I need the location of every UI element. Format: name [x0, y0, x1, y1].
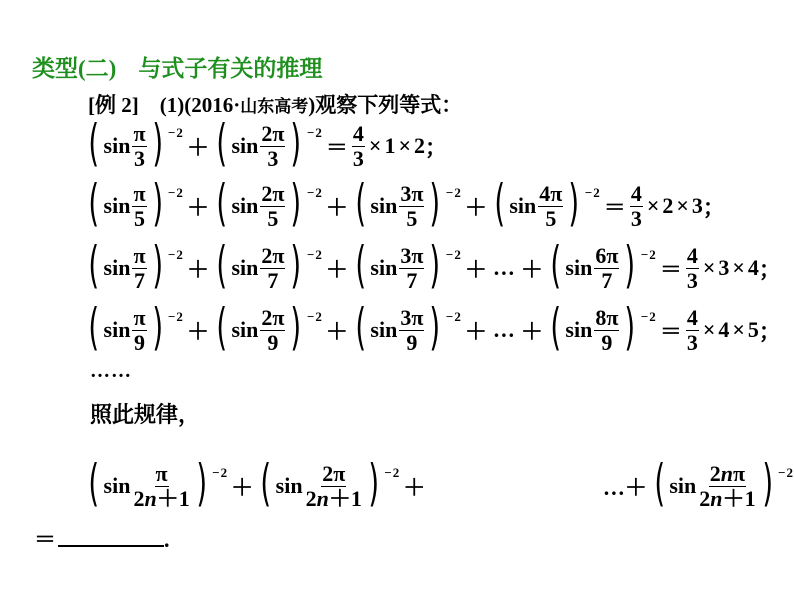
fraction-numerator: 2π: [261, 243, 285, 269]
equation-result: [323, 122, 447, 169]
right-paren: ): [290, 174, 302, 232]
fraction: [686, 244, 699, 291]
sin-term: [84, 236, 184, 294]
plus-sign: ＋: [464, 256, 487, 282]
sin-term: [84, 298, 184, 356]
row-end: ；: [425, 134, 448, 160]
left-paren: (: [88, 454, 100, 512]
sin-label: sin: [103, 317, 131, 342]
ellipsis: …: [492, 255, 515, 280]
fraction: [594, 244, 619, 291]
row-end: ；: [758, 256, 781, 282]
plus-sign: ＋: [464, 318, 487, 344]
times-sign: ×: [646, 193, 660, 218]
plus-sign: ＋: [403, 474, 426, 500]
exponent: −2: [384, 465, 401, 480]
plus-sign: ＋: [231, 474, 254, 500]
exponent: −2: [306, 125, 323, 140]
sin-label: sin: [103, 255, 131, 280]
factor-a: 2: [662, 193, 674, 218]
plus-sign: ＋: [186, 318, 209, 344]
equals-sign: ＝: [603, 194, 626, 220]
sin-term: [351, 174, 462, 232]
sin-label: sin: [231, 255, 259, 280]
fraction-denominator: 3: [686, 267, 698, 293]
times-sign: ×: [732, 255, 745, 280]
equation-row: [84, 298, 781, 358]
plus-sign: ＋: [186, 256, 209, 282]
equals-sign: ＝: [659, 318, 682, 344]
fraction-numerator: π: [133, 305, 146, 331]
fraction: [260, 182, 285, 229]
fraction: [594, 306, 619, 353]
plus-sign: ＋: [186, 194, 209, 220]
fraction-numerator: 3π: [400, 181, 424, 207]
ellipsis: …＋: [602, 474, 647, 500]
times-sign: ×: [676, 193, 689, 218]
example-part: (1)(2016·: [159, 93, 241, 117]
fraction-denominator: 9: [601, 329, 613, 355]
sin-label: sin: [370, 317, 398, 342]
general-equation: [84, 454, 794, 514]
section-heading: [32, 50, 322, 83]
continuation-dots: ……: [90, 360, 132, 382]
exponent: −2: [168, 309, 184, 324]
exponent: −2: [778, 465, 794, 480]
left-paren: (: [550, 298, 561, 356]
fraction-denominator: 3: [686, 329, 698, 355]
sin-term: [351, 236, 462, 294]
fraction-denominator: 7: [601, 267, 613, 293]
left-paren: (: [88, 114, 100, 172]
fraction-denominator: 2n＋1: [305, 485, 362, 511]
right-paren: ): [624, 298, 636, 356]
exponent: −2: [306, 309, 323, 324]
fraction: [132, 182, 146, 229]
sin-term: [84, 454, 229, 512]
fraction-numerator: 2π: [261, 121, 285, 147]
sin-term: [546, 236, 657, 294]
factor-a: 1: [384, 133, 396, 158]
right-paren: ): [151, 114, 163, 172]
sin-label: sin: [275, 473, 303, 498]
equals-sign: ＝: [325, 134, 348, 160]
fraction-denominator: 7: [406, 267, 418, 293]
right-paren: ): [429, 236, 441, 294]
fraction-numerator: 2π: [261, 181, 285, 207]
fraction-numerator: 8π: [595, 305, 619, 331]
fraction-denominator: 7: [267, 267, 279, 293]
equation-row: [84, 114, 448, 174]
plus-sign: ＋: [325, 256, 348, 282]
sin-term: [212, 236, 323, 294]
fraction: [686, 306, 699, 353]
row-end: ；: [758, 318, 781, 344]
right-paren: ): [290, 236, 302, 294]
factor-b: 4: [747, 255, 759, 280]
fraction-numerator: π: [133, 243, 146, 269]
answer-line: [34, 523, 170, 554]
fraction: [132, 244, 146, 291]
sin-term: [351, 298, 462, 356]
left-paren: (: [355, 298, 367, 356]
example-tail: )观察下列等式：: [308, 93, 463, 117]
fraction-numerator: 4π: [539, 181, 563, 207]
left-paren: (: [216, 174, 228, 232]
factor-b: 2: [414, 133, 425, 158]
fraction-numerator: 4: [686, 243, 698, 269]
equation-result: [657, 244, 781, 291]
left-paren: (: [355, 236, 367, 294]
fraction-numerator: 4: [352, 121, 364, 147]
fraction-denominator: 5: [406, 205, 418, 231]
plus-sign: ＋: [520, 256, 543, 282]
left-paren: (: [216, 298, 228, 356]
fraction-denominator: 3: [133, 145, 145, 171]
section-topic: 与式子有关的推理: [138, 56, 323, 81]
left-paren: (: [654, 454, 665, 512]
equation-result: [657, 306, 781, 353]
fraction: [260, 122, 285, 169]
exponent: −2: [306, 185, 323, 200]
factor-a: 3: [718, 255, 730, 280]
left-paren: (: [260, 454, 272, 512]
fraction-numerator: π: [133, 121, 146, 147]
sin-label: sin: [103, 193, 131, 218]
fraction-numerator: 4: [630, 181, 642, 207]
fraction-numerator: 2nπ: [709, 461, 746, 487]
fraction-denominator: 3: [267, 145, 279, 171]
right-paren: ): [761, 454, 773, 512]
fraction-denominator: 9: [267, 329, 279, 355]
row-end: ；: [702, 194, 725, 220]
factor-a: 4: [718, 317, 730, 342]
sin-term: [256, 454, 401, 512]
right-paren: ): [196, 454, 207, 512]
factor-b: 5: [747, 317, 759, 342]
right-paren: ): [624, 236, 636, 294]
fraction-denominator: 5: [545, 205, 557, 231]
times-sign: ×: [732, 317, 745, 342]
sin-term: [650, 454, 794, 512]
right-paren: ): [290, 298, 302, 356]
sin-label: sin: [231, 193, 259, 218]
answer-blank[interactable]: [58, 527, 164, 547]
right-paren: ): [368, 454, 379, 512]
answer-equals: ＝: [34, 527, 57, 552]
sin-term: [84, 114, 184, 172]
fraction-denominator: 3: [630, 205, 642, 231]
equals-sign: ＝: [659, 256, 682, 282]
sin-label: sin: [231, 133, 259, 158]
example-intro: [88, 89, 462, 119]
factor-b: 3: [691, 193, 703, 218]
right-paren: ): [429, 174, 441, 232]
exponent: −2: [168, 185, 184, 200]
fraction: [305, 462, 363, 509]
fraction-numerator: 2π: [261, 305, 285, 331]
ellipsis: …: [492, 317, 515, 342]
right-paren: ): [151, 174, 163, 232]
fraction: [352, 122, 365, 169]
left-paren: (: [88, 174, 100, 232]
fraction-numerator: 3π: [400, 305, 424, 331]
right-paren: ): [151, 298, 163, 356]
sin-label: sin: [103, 133, 131, 158]
fraction: [132, 122, 146, 169]
left-paren: (: [216, 114, 228, 172]
exponent: −2: [445, 247, 462, 262]
sin-label: sin: [370, 193, 398, 218]
section-type: 类型(二): [32, 56, 117, 81]
fraction-denominator: 9: [133, 329, 145, 355]
sin-term: [546, 298, 657, 356]
equation-row: [84, 236, 781, 296]
fraction: [132, 306, 146, 353]
fraction: [399, 306, 424, 353]
fraction-numerator: 4: [686, 305, 698, 331]
fraction: [538, 182, 563, 229]
left-paren: (: [550, 236, 561, 294]
left-paren: (: [355, 174, 367, 232]
sin-label: sin: [370, 255, 398, 280]
fraction: [399, 244, 424, 291]
example-tag: [例 2]: [88, 93, 139, 117]
right-paren: ): [568, 174, 580, 232]
fraction-denominator: 9: [406, 329, 418, 355]
sin-label: sin: [565, 255, 593, 280]
exponent: −2: [445, 185, 462, 200]
fraction-denominator: 2n＋1: [133, 485, 190, 511]
plus-sign: ＋: [325, 318, 348, 344]
plus-sign: ＋: [520, 318, 543, 344]
sin-label: sin: [565, 317, 593, 342]
answer-period: .: [164, 527, 170, 552]
times-sign: ×: [398, 133, 411, 158]
left-paren: (: [88, 298, 100, 356]
sin-term: [212, 298, 323, 356]
fraction-numerator: π: [155, 461, 168, 487]
left-paren: (: [494, 174, 505, 232]
fraction-denominator: 7: [133, 267, 145, 293]
exponent: −2: [168, 125, 184, 140]
fraction-denominator: 5: [267, 205, 279, 231]
right-paren: ): [429, 298, 441, 356]
exponent: −2: [640, 247, 657, 262]
sin-label: sin: [103, 473, 131, 498]
sin-term: [212, 174, 323, 232]
sin-label: sin: [231, 317, 259, 342]
fraction: [630, 182, 643, 229]
left-paren: (: [216, 236, 228, 294]
example-source: 山东高考: [240, 97, 309, 117]
exponent: −2: [584, 185, 601, 200]
fraction: [260, 244, 285, 291]
fraction: [399, 182, 424, 229]
times-sign: ×: [368, 133, 382, 158]
plus-sign: ＋: [464, 194, 487, 220]
fraction-denominator: 3: [352, 145, 364, 171]
exponent: −2: [212, 465, 229, 480]
times-sign: ×: [702, 317, 716, 342]
fraction-numerator: 2π: [322, 461, 346, 487]
fraction-numerator: 6π: [595, 243, 619, 269]
equation-row: [84, 174, 725, 234]
equation-result: [601, 182, 725, 229]
sin-term: [490, 174, 601, 232]
sin-label: sin: [669, 473, 697, 498]
fraction-denominator: 2n＋1: [699, 485, 756, 511]
rule-text: 照此规律，: [90, 402, 201, 427]
sin-label: sin: [509, 193, 537, 218]
plus-sign: ＋: [325, 194, 348, 220]
fraction: [132, 462, 190, 509]
right-paren: ): [290, 114, 302, 172]
sin-term: [84, 174, 184, 232]
sin-term: [212, 114, 323, 172]
fraction: [698, 462, 756, 509]
exponent: −2: [445, 309, 462, 324]
fraction-denominator: 5: [133, 205, 145, 231]
exponent: −2: [168, 247, 184, 262]
right-paren: ): [151, 236, 163, 294]
exponent: −2: [640, 309, 657, 324]
plus-sign: ＋: [186, 134, 209, 160]
left-paren: (: [88, 236, 100, 294]
times-sign: ×: [702, 255, 716, 280]
fraction: [260, 306, 285, 353]
fraction-numerator: 3π: [400, 243, 424, 269]
fraction-numerator: π: [133, 181, 146, 207]
exponent: −2: [306, 247, 323, 262]
